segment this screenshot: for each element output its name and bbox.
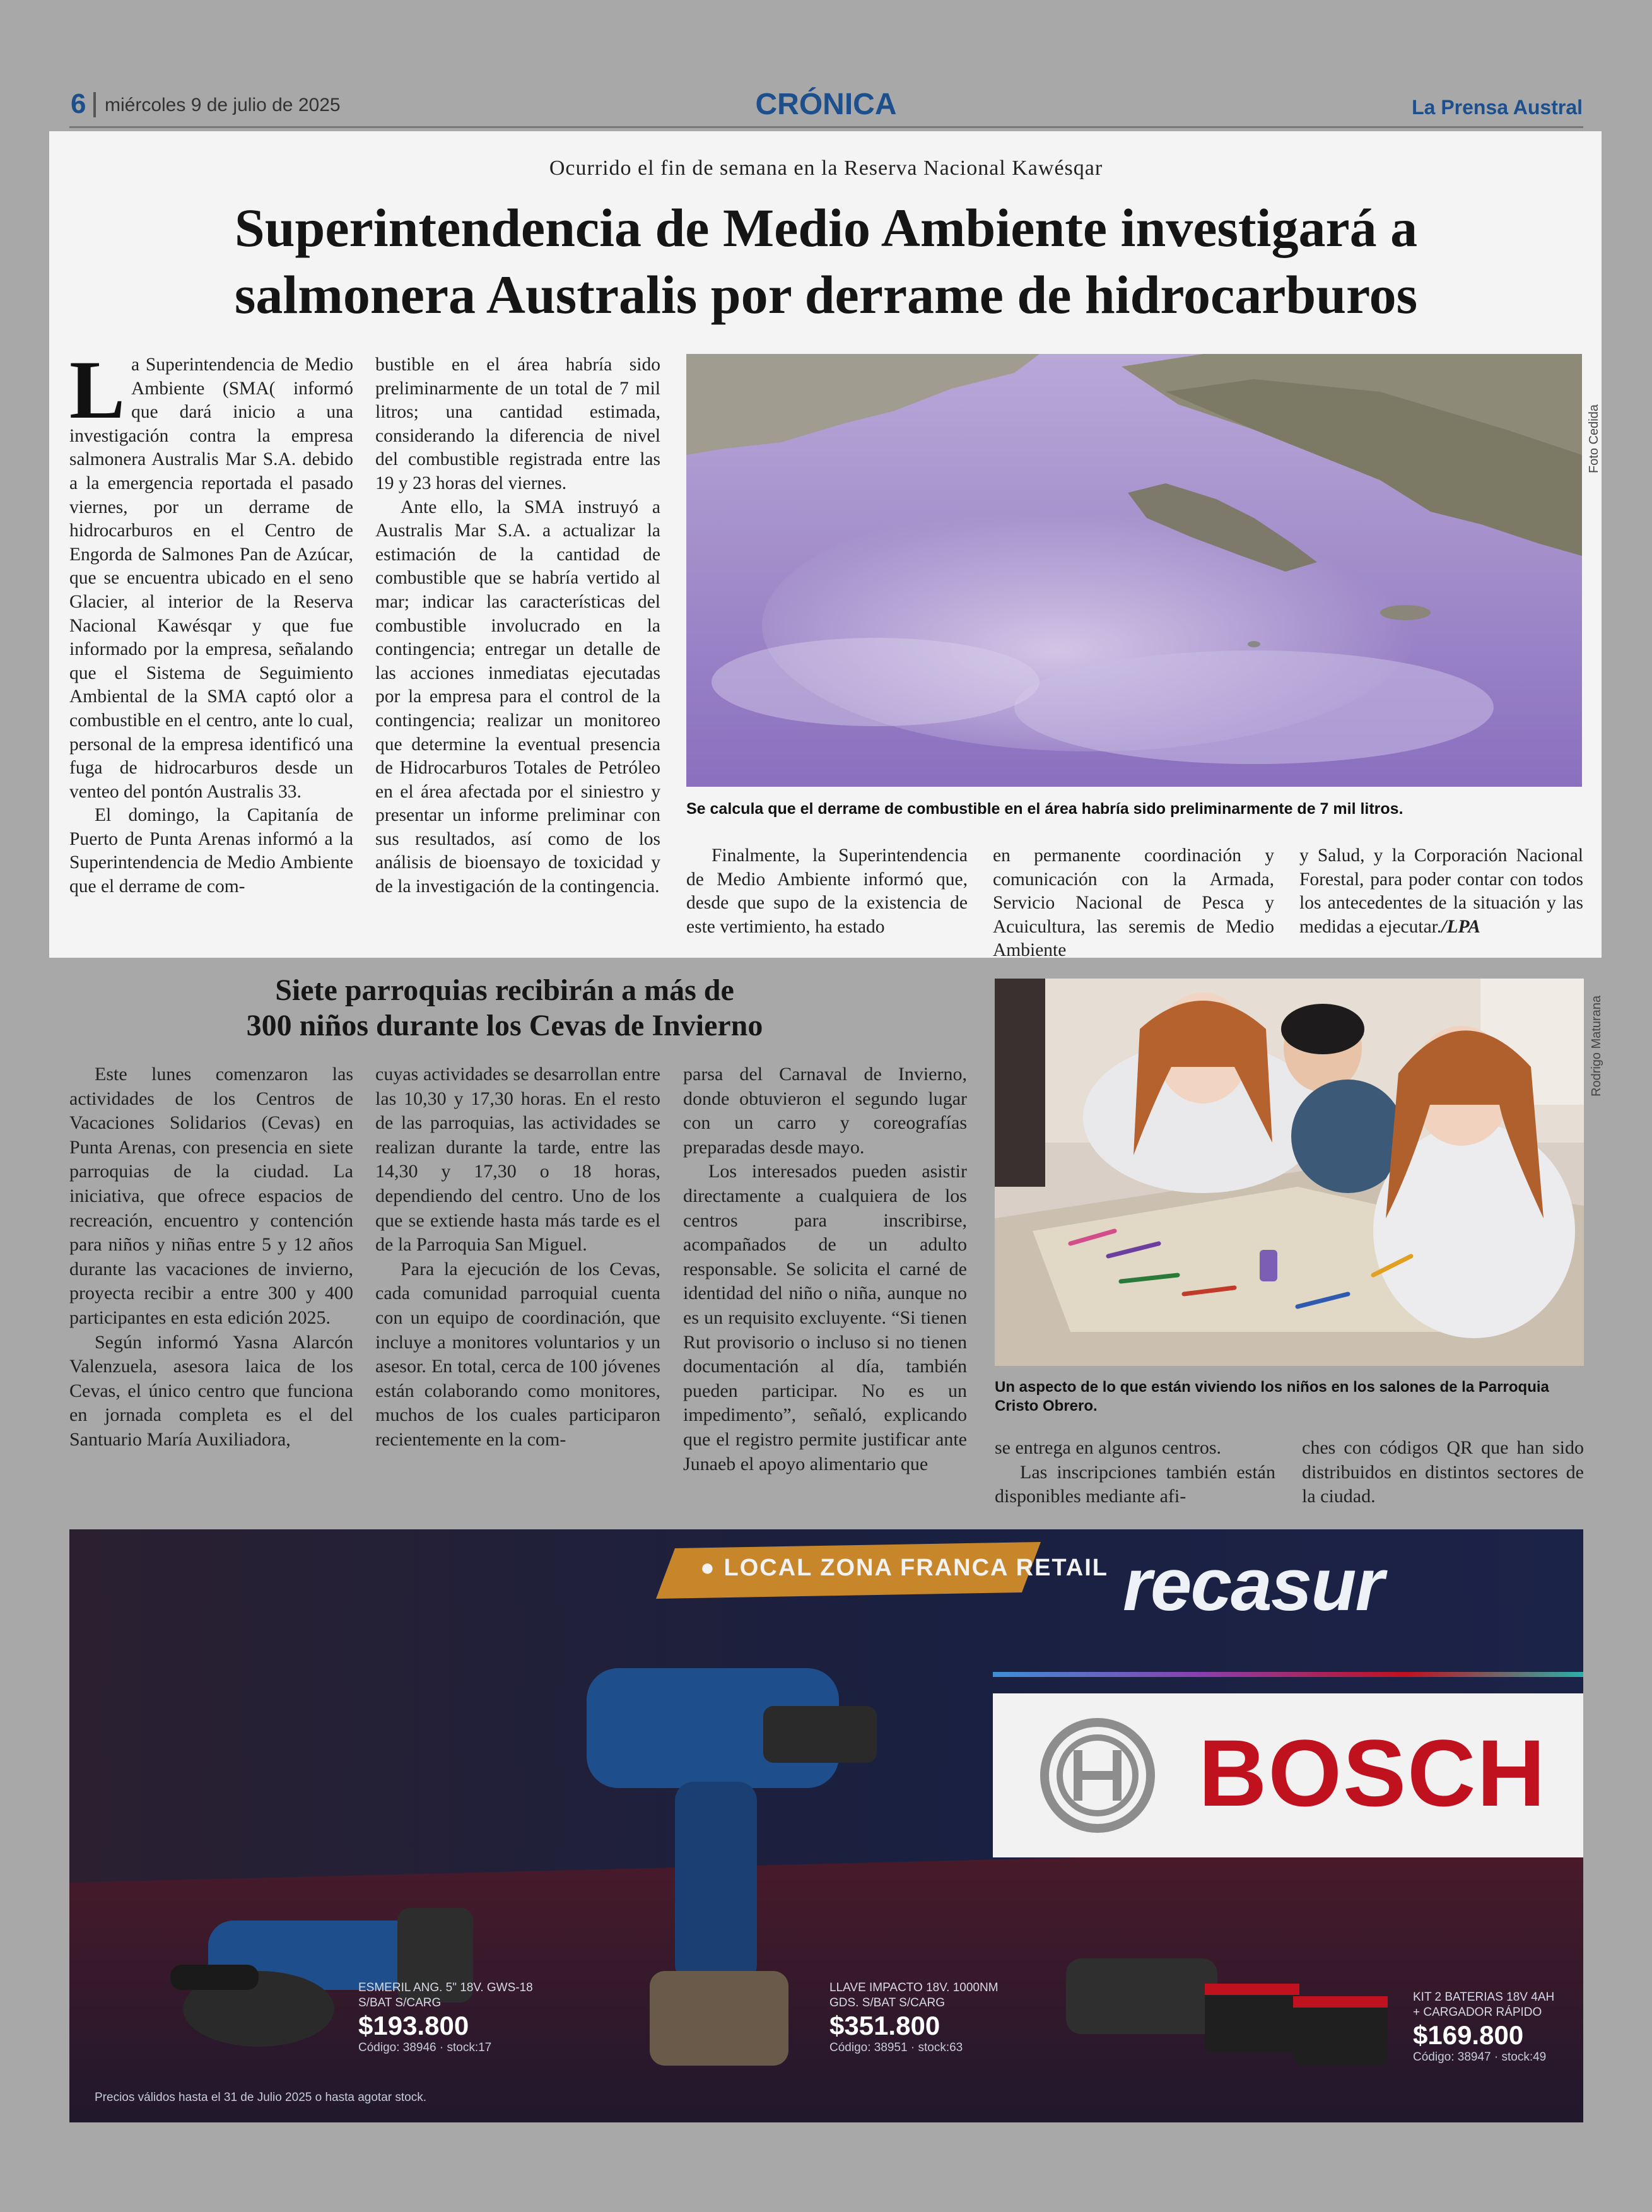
location-pin-icon: ● [700, 1555, 724, 1581]
headline-line-2: salmonera Australis por derrame de hidrocarburos [234, 264, 1418, 325]
product-price: $193.800 [358, 2011, 469, 2040]
product-code: Código: 38946 · stock:17 [358, 2041, 492, 2054]
headline-2-line-2: 300 niños durante los Cevas de Invierno [246, 1009, 763, 1042]
product-description: ESMERIL ANG. 5" 18V. GWS-18 [358, 1981, 533, 1994]
photo-caption: Se calcula que el derrame de combustible en el área habría sido preliminarmente de 7 mil litros. [686, 800, 1403, 818]
product-description: GDS. S/BAT S/CARG [829, 1996, 946, 2009]
newspaper-name: La Prensa Austral [1412, 96, 1583, 119]
article-signature: /LPA [1441, 916, 1480, 937]
children-drawing-photo [995, 979, 1584, 1366]
product-description: KIT 2 BATERIAS 18V 4AH [1413, 1991, 1555, 2004]
article-column-2 [375, 353, 660, 899]
photo-credit: Rodrigo Maturana [1590, 995, 1603, 1097]
article-paragraph: parsa del Carnaval de Invierno, donde obtuvieron el segundo lugar con un carro y coreografías preparadas desde mayo. [683, 1064, 967, 1158]
article-headline-2 [69, 973, 940, 1044]
bosch-logo-text: BOSCH [1198, 1720, 1547, 1826]
article-kicker: Ocurrido el fin de semana en la Reserva Nacional Kawésqar [549, 156, 1103, 180]
article2-column-2 [375, 1062, 660, 1452]
product-description: + CARGADOR RÁPIDO [1413, 2006, 1542, 2019]
product-price: $351.800 [829, 2011, 940, 2040]
article-paragraph: Las inscripciones también están disponibles mediante afi- [995, 1461, 1275, 1507]
article-paragraph: y Salud, y la Corporación Nacional Forestal, para poder contar con todos los antecedentes de la situación y las medidas a ejecutar./LPA [1299, 845, 1583, 937]
product-code: Código: 38951 · stock:63 [829, 2041, 963, 2054]
article-paragraph: bustible en el área habría sido preliminarmente de un total de 7 mil litros; una cantidad estimada, considerando la diferencia de nivel del combustible registrada entre las 19 y 23 horas del viernes. [375, 355, 660, 493]
article-paragraph: en permanente coordinación y comunicación con la Armada, Servicio Nacional de Pesca y Acuicultura, las seremis de Medio Ambiente [993, 845, 1274, 961]
product-grinder [358, 1980, 533, 2055]
article-paragraph: Ante ello, la SMA instruyó a Australis Mar S.A. a actualizar la estimación de la cantidad de combustible que se habría vertido al mar; indicar las características del combustible involucrado en la contingencia; entregar un detalle de las acciones inmediatas ejecutadas por la empresa para el control de la contingencia; realizar un monitoreo que determine la eventual presencia de Hidrocarburos Totales de Petróleo en el área afectada por el siniestro y presentar un informe preliminar con sus resultados, así como de los análisis de bioensayo de toxicidad y de la investigación de la contingencia. [375, 497, 660, 897]
article-paragraph: Este lunes comenzaron las actividades de los Centros de Vacaciones Solidarios (Cevas) en Punta Arenas, con presencia en siete parroquias de la ciudad. La iniciativa, que ofrece espacios de recreación, encuentro y contención para niños y niñas entre 5 y 12 años durante las vacaciones de invierno, proyecta recibir a entre 300 y 400 participantes en esta edición 2025. [69, 1064, 353, 1328]
product-description: LLAVE IMPACTO 18V. 1000NM [829, 1981, 999, 1994]
photo-caption: Un aspecto de lo que están viviendo los niños en los salones de la Parroquia Cristo Obrero. [995, 1379, 1549, 1415]
article-paragraph: Los interesados pueden asistir directamente a cualquiera de los centros para inscribirse, acompañados de un adulto responsable. Se solicita el carné de identidad del niño o niña, aunque no es un requisito excluyente. “Si tienen Rut provisorio o incluso si no tienen documentación al día, también pueden participar. No es un impedimento”, señaló, explicando que el registro permite justificar ante Junaeb el apoyo alimentario que [683, 1161, 967, 1474]
article-paragraph: Según informó Yasna Alarcón Valenzuela, asesora laica de los Cevas, el único centro que funciona en jornada completa es el del Santuario María Auxiliadora, [69, 1331, 353, 1450]
bosch-advertisement [69, 1529, 1583, 2122]
article-headline [114, 194, 1538, 328]
ad-location-label: ● LOCAL ZONA FRANCA RETAIL [700, 1555, 1109, 1581]
article-paragraph: La Superintendencia de Medio Ambiente (SMA( informó que dará inicio a una investigación contra la empresa salmonera Australis Mar S.A. debido a la emergencia reportada el pasado viernes, por un derrame de hidrocarburos en el Centro de Engorda de Salmones Pan de Azúcar, que se encuentra ubicado en el seno Glacier, al interior de la Reserva Nacional Kawésqar y que fue informado por la empresa, señalando que el Sistema de Seguimiento Ambiental de la SMA captó olor a combustible en el centro, ante lo cual, personal de la empresa identificó una fuga de hidrocarburos desde un venteo del pontón Australis 33. [69, 343, 353, 802]
header-rule [69, 126, 1583, 128]
article-paragraph: cuyas actividades se desarrollan entre las 10,30 y 17,30 horas. En el resto de las parroquias, las actividades se realizan durante la tarde, entre las 14,30 y 17,30 o 18 horas, dependiendo del centro. Uno de los que se extiende hasta más tarde es el de la Parroquia San Miguel. [375, 1064, 660, 1256]
article-paragraph: Finalmente, la Superintendencia de Medio Ambiente informó que, desde que supo de la existencia de este vertimiento, ha estado [686, 845, 968, 937]
article-paragraph: ches con códigos QR que han sido distribuidos en distintos sectores de la ciudad. [1302, 1437, 1584, 1507]
article2-column-3 [683, 1062, 967, 1476]
article-paragraph: Para la ejecución de los Cevas, cada comunidad parroquial cuenta con un equipo de coordinación, que incluye a monitores voluntarios y un asesor. En total, cerca de 100 jóvenes están colaborando como monitores, muchos de los cuales participaron recientemente en la com- [375, 1258, 660, 1450]
headline-line-1: Superintendencia de Medio Ambiente investigará a [234, 197, 1418, 258]
article2-column-4 [995, 1436, 1275, 1509]
article-paragraph: se entrega en algunos centros. [995, 1437, 1222, 1458]
headline-2-line-1: Siete parroquias recibirán a más de [275, 974, 734, 1007]
photo-credit: Foto Cedida [1587, 404, 1601, 473]
page-number: 6 [71, 88, 86, 119]
product-impact-wrench [829, 1980, 999, 2055]
drop-cap: L [69, 343, 126, 436]
article-column-4 [993, 844, 1274, 963]
product-price: $169.800 [1413, 2020, 1524, 2050]
issue-date: miércoles 9 de julio de 2025 [105, 95, 341, 115]
article2-column-5 [1302, 1436, 1584, 1509]
article-column-5 [1299, 844, 1583, 939]
aerial-spill-photo [686, 354, 1582, 787]
section-title: CRÓNICA [755, 88, 897, 121]
article-column-1 [69, 343, 353, 899]
article2-column-1 [69, 1062, 353, 1452]
product-code: Código: 38947 · stock:49 [1413, 2050, 1547, 2064]
article-paragraph: El domingo, la Capitanía de Puerto de Punta Arenas informó a la Superintendencia de Medio Ambiente que el derrame de com- [69, 805, 353, 897]
recasur-logo: recasur [1123, 1543, 1383, 1627]
ad-validity-note: Precios válidos hasta el 31 de Julio 2025 o hasta agotar stock. [95, 2091, 426, 2104]
product-description: S/BAT S/CARG [358, 1996, 442, 2009]
article-column-3 [686, 844, 968, 939]
product-battery-kit [1413, 1990, 1554, 2064]
